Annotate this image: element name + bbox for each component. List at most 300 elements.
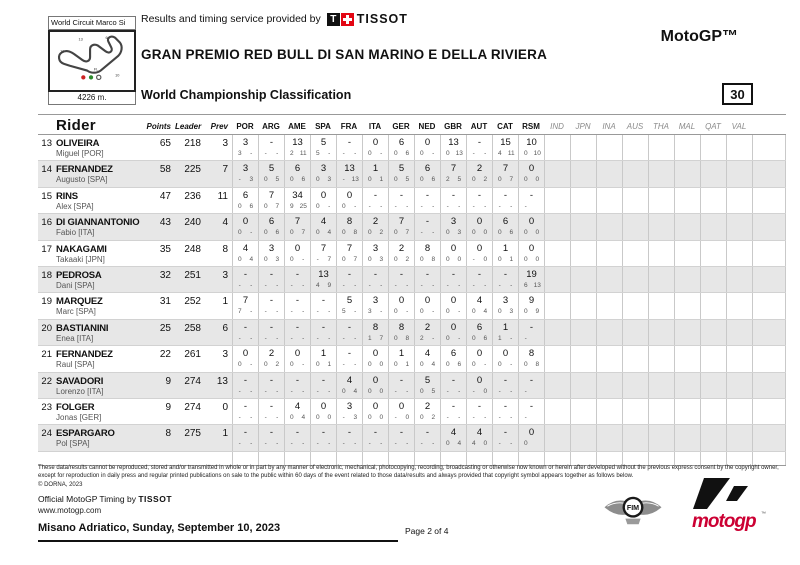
sprint-points: - [394, 202, 397, 210]
race-points: 6 [483, 334, 488, 342]
race-points: 3 [379, 255, 384, 263]
race-total-points: 0 [450, 321, 457, 333]
future-race-empty-cell [622, 293, 648, 318]
svg-text:10: 10 [115, 73, 120, 78]
race-points: 4 [327, 229, 332, 237]
race-points-split [519, 282, 544, 290]
race-points [532, 335, 544, 343]
race-points-split [233, 335, 258, 343]
race-total-points: 7 [320, 242, 327, 254]
sprint-points: 0 [237, 361, 242, 369]
trail-cell [752, 346, 786, 371]
race-result-cell [414, 241, 440, 266]
rider-firstname: Alex [SPA] [56, 201, 94, 211]
future-race-empty-cell [700, 399, 726, 424]
race-total-points: - [321, 374, 326, 386]
race-result-cell [362, 320, 388, 345]
race-result-cell [466, 373, 492, 398]
future-race-column-header: JPN [575, 122, 591, 131]
race-points: - [328, 387, 331, 395]
sprint-points: 0 [367, 255, 372, 263]
grid-cell [492, 452, 518, 465]
race-points: - [380, 202, 383, 210]
rider-position: 13 [41, 138, 52, 149]
race-result-cell [388, 161, 414, 186]
race-column-header: GBR [444, 122, 462, 131]
race-points: 11 [299, 150, 307, 157]
race-points: - [406, 440, 409, 448]
race-points: - [458, 334, 461, 342]
race-total-points: 0 [502, 348, 509, 360]
future-race-empty-cell [648, 214, 674, 239]
race-result-cell [310, 214, 336, 239]
race-points: - [432, 440, 435, 448]
gap-to-prev: 11 [217, 190, 228, 202]
sprint-points: 4 [315, 281, 320, 289]
race-points-split [233, 414, 258, 422]
race-points-split [389, 361, 414, 369]
race-points-split [311, 414, 336, 422]
future-race-empty-cell [544, 320, 570, 345]
race-points-split [441, 440, 466, 448]
fim-logo [602, 492, 664, 535]
race-result-cell [336, 214, 362, 239]
race-result-cell [232, 267, 258, 292]
race-points: 0 [535, 255, 540, 263]
race-points-split [337, 282, 362, 290]
race-points-split [519, 150, 544, 158]
race-result-cell [284, 267, 310, 292]
race-total-points: 4 [294, 400, 301, 412]
race-points: - [302, 334, 305, 342]
sprint-points: - [342, 176, 345, 184]
race-total-points: 0 [320, 400, 327, 412]
sprint-points: - [264, 150, 267, 157]
race-total-points: 0 [294, 242, 301, 254]
race-total-points: - [321, 295, 326, 307]
 [52, 452, 145, 465]
race-points-split [233, 229, 258, 237]
future-race-empty-cell [596, 135, 622, 160]
rider-cell [52, 373, 145, 398]
race-result-cell [258, 373, 284, 398]
race-result-cell [388, 241, 414, 266]
race-total-points: 2 [424, 400, 431, 412]
future-race-empty-cell [700, 188, 726, 213]
rider-cell [52, 161, 145, 186]
race-points: - [302, 361, 305, 369]
race-result-cell [336, 241, 362, 266]
race-total-points: 0 [346, 189, 353, 201]
sprint-points: 0 [393, 150, 398, 157]
copyright-text: © DORNA, 2023 [38, 482, 83, 488]
race-points-split [519, 308, 544, 316]
rider-cell [52, 320, 145, 345]
race-points: - [458, 413, 461, 421]
future-race-empty-cell [674, 293, 700, 318]
future-race-empty-cell [596, 161, 622, 186]
race-result-cell [258, 241, 284, 266]
gap-to-leader: 251 [184, 269, 201, 281]
race-points: 5 [431, 387, 436, 395]
rider-points: 31 [159, 296, 171, 308]
gap-to-prev: 3 [222, 349, 228, 361]
gap-to-leader: 274 [184, 401, 201, 413]
rider-cell [52, 399, 145, 424]
grid-cell [336, 452, 362, 465]
race-result-cell [310, 425, 336, 450]
race-points-split [441, 335, 466, 343]
rider-firstname: Marc [SPA] [56, 307, 96, 317]
race-points-split [259, 414, 284, 422]
race-total-points: - [347, 321, 352, 333]
grid-cell [310, 452, 336, 465]
race-points: 1 [509, 255, 514, 263]
rider-name: RINS [56, 190, 78, 202]
race-points: - [406, 308, 409, 316]
sprint-points: - [446, 387, 449, 395]
race-result-cell [466, 267, 492, 292]
race-result-cell [232, 425, 258, 450]
race-points: 0 [483, 229, 488, 237]
race-points: - [380, 150, 383, 157]
race-result-cell [518, 425, 544, 450]
website-url: www.motogp.com [38, 506, 102, 515]
race-points-split [337, 361, 362, 369]
future-race-empty-cell [544, 214, 570, 239]
sprint-points: 0 [393, 229, 398, 237]
rider-cell [52, 135, 145, 160]
gap-to-prev: 8 [222, 243, 228, 255]
future-race-empty-cell [596, 214, 622, 239]
sprint-points: 0 [367, 229, 372, 237]
future-race-empty-cell [544, 135, 570, 160]
race-result-cell [388, 373, 414, 398]
race-result-cell [466, 188, 492, 213]
race-total-points: - [529, 374, 534, 386]
sprint-points: 0 [445, 255, 450, 263]
location-date: Misano Adriatico, Sunday, September 10, 2023 [38, 522, 281, 534]
race-total-points: - [451, 189, 456, 201]
race-points-split [259, 203, 284, 211]
future-race-empty-cell [648, 267, 674, 292]
sprint-points: - [368, 281, 371, 289]
race-total-points: 4 [320, 216, 327, 228]
race-points: - [458, 308, 461, 316]
race-points: - [302, 440, 305, 448]
sprint-points: - [498, 387, 501, 395]
table-row [38, 373, 786, 399]
sprint-points: 0 [263, 255, 268, 263]
race-total-points: 8 [372, 321, 379, 333]
rider-firstname: Dani [SPA] [56, 280, 95, 290]
race-total-points: - [399, 268, 404, 280]
rider-position: 19 [41, 296, 52, 308]
sprint-points: 0 [315, 413, 320, 421]
race-result-cell [440, 293, 466, 318]
sprint-points: 0 [497, 361, 502, 369]
race-points-split [493, 361, 518, 369]
race-result-cell [258, 293, 284, 318]
race-result-cell [388, 346, 414, 371]
rider-points: 47 [159, 190, 171, 202]
race-points-split [415, 308, 440, 316]
race-result-cell [284, 188, 310, 213]
sprint-points: 1 [367, 334, 372, 342]
gap-to-leader: 252 [184, 296, 201, 308]
future-race-column-header: QAT [705, 122, 721, 131]
race-points: - [354, 334, 357, 342]
future-race-empty-cell [700, 320, 726, 345]
rider-cell [52, 214, 145, 239]
race-result-cell [232, 135, 258, 160]
sprint-points: - [446, 281, 449, 289]
race-result-cell [466, 346, 492, 371]
race-points: - [484, 150, 487, 157]
future-race-empty-cell [570, 214, 596, 239]
race-result-cell [362, 346, 388, 371]
race-points: 0 [379, 387, 384, 395]
race-result-cell [258, 399, 284, 424]
race-points-split [415, 229, 440, 237]
race-result-cell [440, 346, 466, 371]
rider-points: 25 [159, 322, 171, 334]
future-race-empty-cell [648, 425, 674, 450]
gap-to-prev: 1 [222, 296, 228, 308]
official-timing-line [38, 494, 172, 504]
race-points: - [250, 308, 253, 316]
future-race-empty-cell [596, 373, 622, 398]
race-points: 3 [327, 176, 332, 184]
provided-by-text: Results and timing service provided by [141, 13, 321, 25]
race-column-header: POR [236, 122, 254, 131]
future-race-column-header: INA [602, 122, 616, 131]
race-result-cell [258, 214, 284, 239]
race-total-points: 0 [528, 242, 535, 254]
race-total-points: 7 [268, 189, 275, 201]
race-total-points: - [477, 400, 482, 412]
sprint-points: 4 [471, 440, 476, 448]
rider-position: 22 [41, 375, 52, 387]
race-result-cell [310, 293, 336, 318]
race-result-cell [336, 188, 362, 213]
race-total-points: 0 [372, 374, 379, 386]
race-points-split [519, 440, 544, 448]
future-race-column-header: AUS [626, 122, 644, 131]
race-points-split [259, 308, 284, 316]
sprint-points: 0 [315, 176, 320, 184]
rider-position: 24 [41, 428, 52, 440]
race-points: 11 [507, 150, 515, 157]
race-total-points: - [295, 295, 300, 307]
race-total-points: 13 [448, 137, 459, 148]
future-race-empty-cell [570, 161, 596, 186]
grid-cell [752, 452, 786, 465]
gap-to-leader: 275 [184, 428, 201, 440]
future-race-empty-cell [674, 399, 700, 424]
track-name-label: World Circuit Marco Si [48, 16, 136, 30]
grid-cell [700, 452, 726, 465]
race-total-points: - [451, 400, 456, 412]
svg-text:motogp: motogp [692, 511, 756, 532]
race-result-cell [232, 346, 258, 371]
race-points: 0 [483, 255, 488, 263]
race-points-split [233, 361, 258, 369]
race-points: 4 [431, 361, 436, 369]
race-total-points: - [269, 268, 274, 280]
race-result-cell [310, 267, 336, 292]
future-race-empty-cell [596, 399, 622, 424]
future-race-empty-cell [544, 267, 570, 292]
sprint-points: 0 [445, 440, 450, 448]
sprint-points: 6 [523, 281, 528, 289]
race-points: - [432, 281, 435, 289]
race-points-split [519, 203, 544, 211]
rider-name: FOLGER [56, 401, 95, 413]
race-result-cell [362, 267, 388, 292]
race-points-split [285, 256, 310, 264]
race-total-points: 5 [268, 163, 275, 175]
race-total-points: 0 [528, 163, 535, 175]
race-total-points: 3 [502, 295, 509, 307]
race-points-split [467, 361, 492, 369]
race-points: - [510, 334, 513, 342]
race-result-cell [310, 188, 336, 213]
race-points-split [337, 176, 362, 184]
race-total-points: 7 [242, 295, 249, 307]
race-total-points: 0 [450, 295, 457, 307]
race-points-split [493, 414, 518, 422]
race-points-split [493, 335, 518, 343]
future-race-empty-cell [700, 241, 726, 266]
race-points-split [311, 176, 336, 184]
race-points: - [328, 150, 331, 157]
sprint-points: 0 [367, 387, 372, 395]
rider-position: 14 [41, 164, 52, 176]
race-points [532, 414, 544, 422]
svg-text:™: ™ [761, 511, 766, 517]
table-row [38, 188, 786, 214]
race-points-split [467, 440, 492, 448]
race-total-points: 8 [398, 321, 405, 333]
grid-cell [232, 452, 258, 465]
race-points: - [250, 150, 253, 157]
race-result-cell [336, 161, 362, 186]
tissot-t-icon: T [327, 13, 340, 26]
race-points-split [415, 282, 440, 290]
race-column-header: ITA [368, 122, 382, 131]
race-points-split [363, 150, 388, 158]
future-race-empty-cell [622, 241, 648, 266]
future-race-column-header: IND [550, 122, 564, 131]
race-points-split [415, 150, 440, 158]
rider-firstname: Enea [ITA] [56, 333, 94, 343]
future-race-empty-cell [700, 267, 726, 292]
race-points [532, 440, 544, 448]
race-points: 0 [535, 229, 540, 237]
race-result-cell [362, 214, 388, 239]
race-points: 6 [301, 176, 306, 184]
sprint-points: 0 [523, 255, 528, 263]
sprint-points: 0 [341, 202, 346, 210]
sprint-points: 0 [367, 413, 372, 421]
future-race-empty-cell [726, 320, 752, 345]
race-total-points: - [503, 189, 508, 201]
race-result-cell [518, 346, 544, 371]
sprint-points: - [524, 334, 527, 342]
sprint-points: 0 [445, 150, 450, 157]
race-total-points: 19 [526, 268, 537, 280]
race-column-header: AUT [470, 122, 488, 131]
race-points: - [276, 334, 279, 342]
race-total-points: 1 [320, 348, 327, 360]
race-result-cell [232, 241, 258, 266]
 [145, 452, 175, 465]
race-total-points: - [477, 137, 482, 148]
trail-cell [752, 399, 786, 424]
future-race-empty-cell [726, 293, 752, 318]
race-points: 1 [405, 361, 410, 369]
race-total-points: - [373, 189, 378, 201]
rider-position: 18 [41, 269, 52, 281]
race-points: 1 [379, 176, 384, 184]
future-race-empty-cell [544, 241, 570, 266]
race-points: 9 [327, 281, 332, 289]
sprint-points: - [420, 440, 423, 448]
race-total-points: 6 [424, 163, 431, 175]
race-column-header: ARG [262, 122, 280, 131]
sprint-points: 0 [367, 176, 372, 184]
table-row [38, 320, 786, 346]
race-total-points: 8 [346, 216, 353, 228]
race-points: 7 [301, 229, 306, 237]
race-total-points: 7 [398, 216, 405, 228]
sprint-points: - [342, 281, 345, 289]
race-points-split [233, 388, 258, 396]
rider-firstname: Augusto [SPA] [56, 175, 108, 185]
race-points-split [389, 308, 414, 316]
race-total-points: 5 [398, 163, 405, 175]
race-points-split [311, 203, 336, 211]
race-points: - [510, 361, 513, 369]
sprint-points: - [290, 308, 293, 316]
future-race-empty-cell [544, 425, 570, 450]
sprint-points: 0 [419, 387, 424, 395]
race-points: - [432, 202, 435, 210]
race-result-cell [466, 214, 492, 239]
race-result-cell [362, 373, 388, 398]
race-result-cell [388, 399, 414, 424]
race-total-points: 0 [424, 137, 431, 148]
future-race-empty-cell [622, 373, 648, 398]
race-result-cell [232, 214, 258, 239]
race-points: 3 [275, 255, 280, 263]
race-points: - [276, 281, 279, 289]
rider-position: 20 [41, 322, 52, 334]
race-points-split [441, 176, 466, 184]
track-green-light [89, 75, 93, 79]
race-points-split [311, 150, 336, 158]
race-points-split [363, 176, 388, 184]
sprint-points: 0 [289, 255, 294, 263]
race-points: - [510, 440, 513, 448]
future-race-empty-cell [648, 241, 674, 266]
sprint-points: - [368, 440, 371, 448]
race-points: 8 [353, 229, 358, 237]
event-title: GRAN PREMIO RED BULL DI SAN MARINO E DELLA RIVIERA [141, 47, 548, 62]
future-race-empty-cell [674, 320, 700, 345]
race-points-split [259, 256, 284, 264]
